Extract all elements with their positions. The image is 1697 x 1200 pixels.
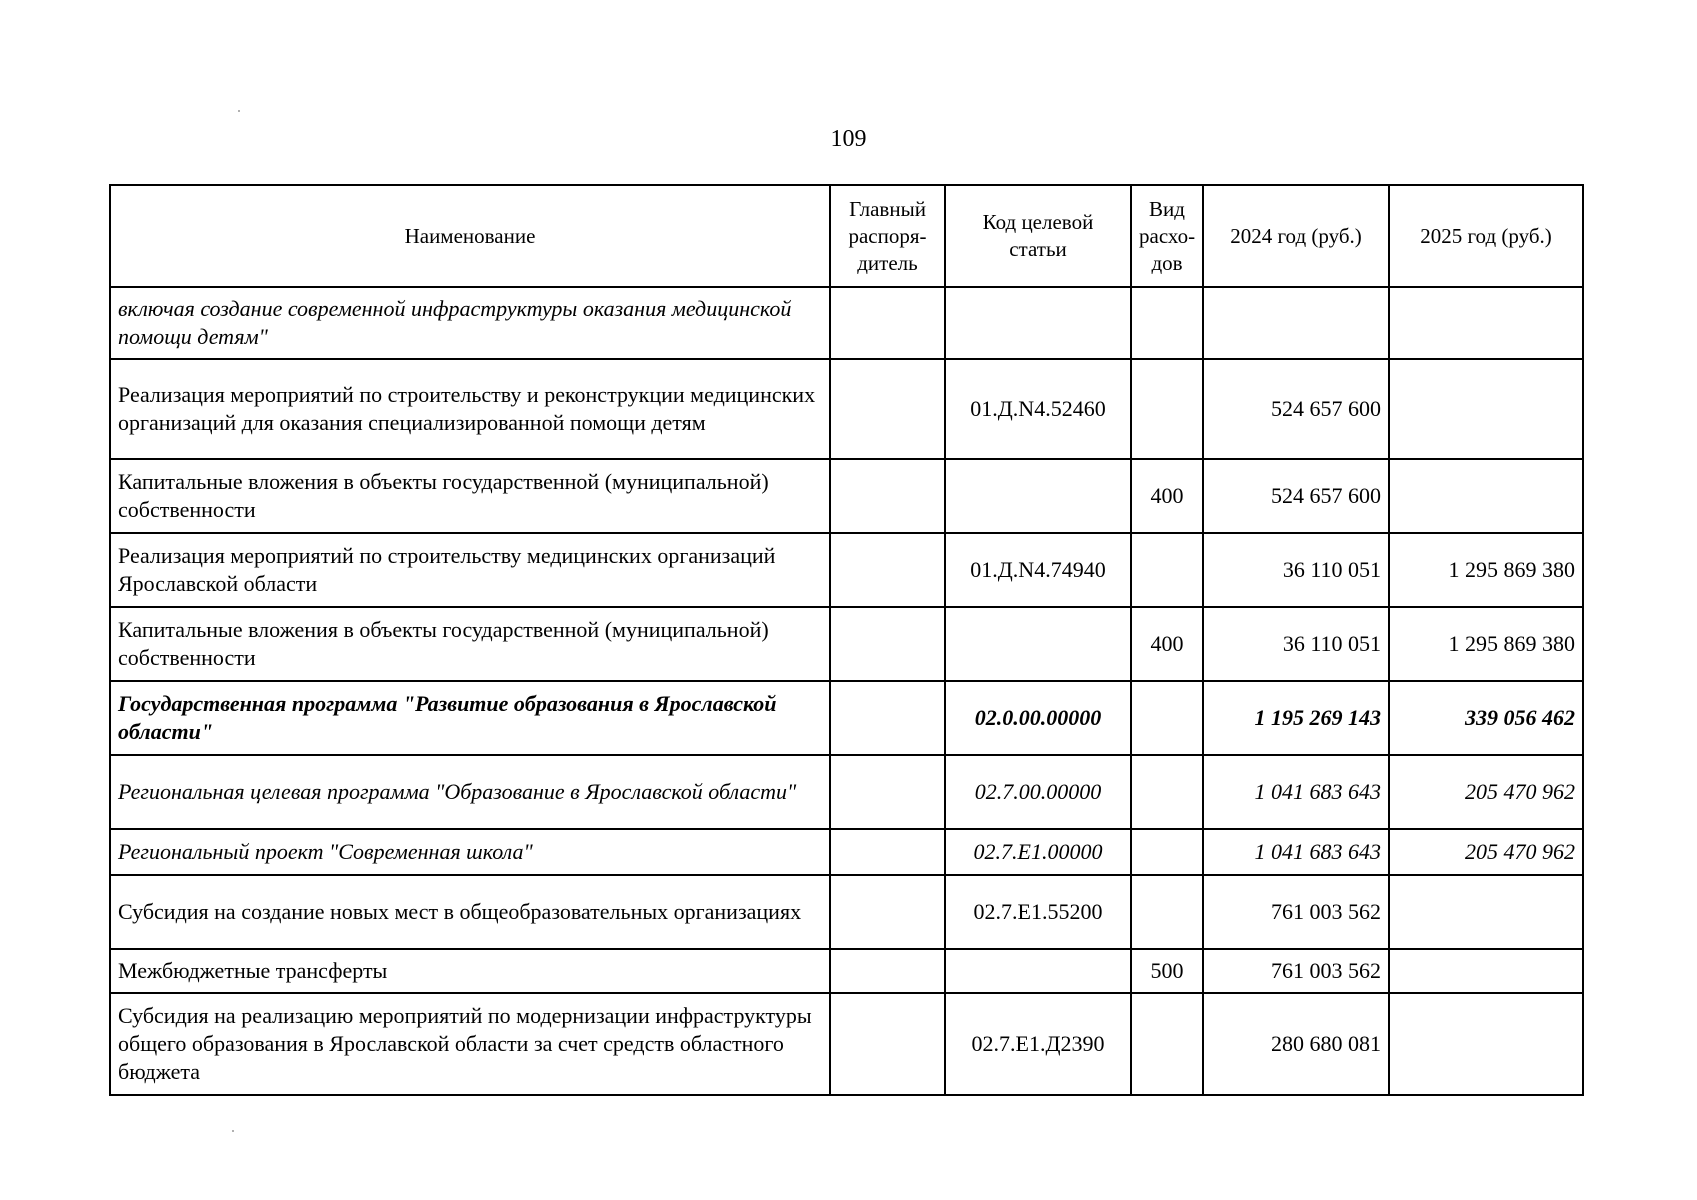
cell-2025: [1389, 459, 1583, 533]
table-header-row: [110, 185, 1583, 287]
cell-admin: [830, 459, 945, 533]
cell-2025: [1389, 359, 1583, 459]
cell-expense-type: [1131, 359, 1203, 459]
cell-admin: [830, 533, 945, 607]
cell-name: Реализация мероприятий по строительству и реконструкции медицинских организаций для оказания специализированной помощи детям: [110, 359, 830, 459]
table-row: [110, 359, 1583, 459]
header-expense-type: Вид расхо-дов: [1131, 185, 1203, 287]
table-row: [110, 993, 1583, 1095]
cell-name: Региональная целевая программа "Образование в Ярославской области": [110, 755, 830, 829]
cell-admin: [830, 359, 945, 459]
cell-2025: [1389, 287, 1583, 359]
cell-2024: 280 680 081: [1203, 993, 1389, 1095]
cell-name: Капитальные вложения в объекты государственной (муниципальной) собственности: [110, 459, 830, 533]
cell-2024: 1 041 683 643: [1203, 829, 1389, 875]
cell-admin: [830, 829, 945, 875]
cell-code: [945, 949, 1131, 993]
cell-2025: 205 470 962: [1389, 829, 1583, 875]
cell-admin: [830, 607, 945, 681]
table-row: [110, 533, 1583, 607]
header-2025: 2025 год (руб.): [1389, 185, 1583, 287]
budget-table: [109, 184, 1584, 1096]
cell-code: 01.Д.N4.52460: [945, 359, 1131, 459]
cell-expense-type: [1131, 681, 1203, 755]
table-row: [110, 287, 1583, 359]
table-row: [110, 755, 1583, 829]
scan-speck: [232, 1130, 234, 1132]
cell-2024: 1 041 683 643: [1203, 755, 1389, 829]
header-name: Наименование: [110, 185, 830, 287]
cell-expense-type: [1131, 875, 1203, 949]
cell-admin: [830, 681, 945, 755]
cell-code: 01.Д.N4.74940: [945, 533, 1131, 607]
cell-code: [945, 287, 1131, 359]
cell-2025: [1389, 993, 1583, 1095]
cell-expense-type: [1131, 993, 1203, 1095]
header-code: Код целевой статьи: [945, 185, 1131, 287]
table-row: [110, 681, 1583, 755]
table-row: [110, 607, 1583, 681]
cell-admin: [830, 993, 945, 1095]
cell-admin: [830, 949, 945, 993]
table-row: [110, 829, 1583, 875]
cell-admin: [830, 755, 945, 829]
cell-2024: 761 003 562: [1203, 949, 1389, 993]
cell-expense-type: 400: [1131, 607, 1203, 681]
cell-name: Субсидия на реализацию мероприятий по модернизации инфраструктуры общего образования в Ярославской области за счет средств областного бюджета: [110, 993, 830, 1095]
cell-name: включая создание современной инфраструктуры оказания медицинской помощи детям": [110, 287, 830, 359]
page-number: 109: [830, 126, 867, 152]
cell-name: Государственная программа "Развитие образования в Ярославской области": [110, 681, 830, 755]
cell-expense-type: 500: [1131, 949, 1203, 993]
cell-name: Субсидия на создание новых мест в общеобразовательных организациях: [110, 875, 830, 949]
cell-name: Региональный проект "Современная школа": [110, 829, 830, 875]
table-row: [110, 459, 1583, 533]
cell-code: [945, 459, 1131, 533]
cell-expense-type: [1131, 533, 1203, 607]
cell-code: [945, 607, 1131, 681]
cell-code: 02.7.Е1.55200: [945, 875, 1131, 949]
cell-name: Капитальные вложения в объекты государственной (муниципальной) собственности: [110, 607, 830, 681]
cell-expense-type: [1131, 829, 1203, 875]
cell-2024: 36 110 051: [1203, 607, 1389, 681]
header-2024: 2024 год (руб.): [1203, 185, 1389, 287]
cell-2025: 205 470 962: [1389, 755, 1583, 829]
cell-2024: 1 195 269 143: [1203, 681, 1389, 755]
cell-name: Реализация мероприятий по строительству медицинских организаций Ярославской области: [110, 533, 830, 607]
cell-code: 02.7.Е1.Д2390: [945, 993, 1131, 1095]
cell-name: Межбюджетные трансферты: [110, 949, 830, 993]
header-admin: Главный распоря-дитель: [830, 185, 945, 287]
cell-2025: 1 295 869 380: [1389, 533, 1583, 607]
cell-expense-type: [1131, 287, 1203, 359]
cell-code: 02.7.00.00000: [945, 755, 1131, 829]
cell-2024: 36 110 051: [1203, 533, 1389, 607]
cell-2025: 339 056 462: [1389, 681, 1583, 755]
cell-code: 02.7.Е1.00000: [945, 829, 1131, 875]
cell-admin: [830, 875, 945, 949]
table-row: [110, 949, 1583, 993]
cell-2025: 1 295 869 380: [1389, 607, 1583, 681]
cell-2024: [1203, 287, 1389, 359]
cell-expense-type: [1131, 755, 1203, 829]
cell-2025: [1389, 949, 1583, 993]
cell-2024: 524 657 600: [1203, 359, 1389, 459]
cell-2025: [1389, 875, 1583, 949]
cell-2024: 524 657 600: [1203, 459, 1389, 533]
table-row: [110, 875, 1583, 949]
cell-2024: 761 003 562: [1203, 875, 1389, 949]
cell-admin: [830, 287, 945, 359]
cell-expense-type: 400: [1131, 459, 1203, 533]
cell-code: 02.0.00.00000: [945, 681, 1131, 755]
scan-speck: [238, 110, 240, 112]
